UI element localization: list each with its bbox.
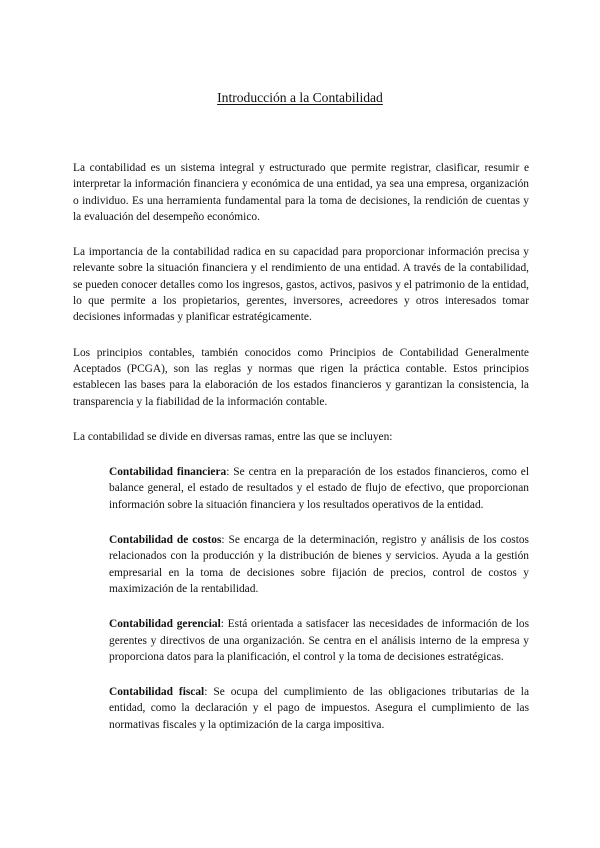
paragraph-definition: La contabilidad es un sistema integral y estructurado que permite registrar, clasificar, resumir e interpretar la información financiera y económica de una entidad, ya sea una empresa, organización o individuo. Es una herramienta fundamental para la toma de decisiones, la rendición de cuentas y la evaluación del desempeño económico. [73,162,529,223]
branch-description: : Se centra en la preparación de los estados financieros, como el balance general, el estado de resultados y el estado de flujo de efectivo, que proporcionan información sobre la situación financiera y los resultados operativos de la entidad. [109,466,529,511]
paragraph-branches-intro: La contabilidad se divide en diversas ramas, entre las que se incluyen: [73,430,393,443]
branch-fiscal [109,684,529,733]
branch-costs [109,532,529,597]
branch-managerial [109,616,529,665]
branch-term: Contabilidad fiscal [109,686,205,699]
paragraph-principles: Los principios contables, también conocidos como Principios de Contabilidad Generalmente Aceptados (PCGA), son las reglas y normas que rigen la práctica contable. Estos principios establecen las bases para la elaboración de los estados financieros y garantizan la consistencia, la transparencia y la fiabilidad de la información contable. [73,346,529,408]
branch-term: Contabilidad de costos [109,534,222,547]
branch-description: : Se encarga de la determinación, registro y análisis de los costos relacionados con la producción y la distribución de bienes y servicios. Ayuda a la gestión empresarial en la toma de decisiones sobre fijación de precios, control de costos y maximización de la rentabilidad. [109,534,529,595]
branch-description: : Se ocupa del cumplimiento de las obligaciones tributarias de la entidad, como la declaración y el pago de impuestos. Asegura el cumplimiento de las normativas fiscales y la optimización de la carga impositiva. [109,686,529,731]
branch-term: Contabilidad gerencial [109,618,221,631]
branch-description: : Está orientada a satisfacer las necesidades de información de los gerentes y directivos de una organización. Se centra en el análisis interno de la empresa y proporciona datos para la planificación, el control y la toma de decisiones estratégicas. [109,618,529,663]
document-body [73,160,529,752]
branch-term: Contabilidad financiera [109,466,227,479]
page-title: Introducción a la Contabilidad [217,90,383,105]
branch-financial [109,464,529,513]
paragraph-importance: La importancia de la contabilidad radica en su capacidad para proporcionar información precisa y relevante sobre la situación financiera y el rendimiento de una entidad. A través de la contabilidad, se pueden conocer detalles como los ingresos, gastos, activos, pasivos y el patrimonio de la entidad, lo que permite a los propietarios, gerentes, inversores, acreedores y otros interesados tomar decisiones informadas y planificar estratégicamente. [73,246,529,324]
